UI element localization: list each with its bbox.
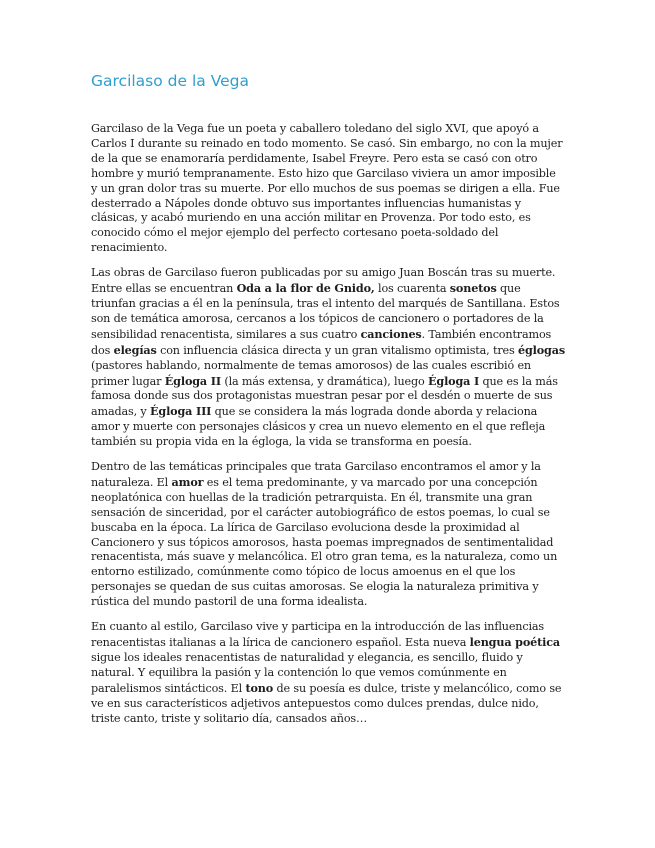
text-run: que triunfan gracias a él en la península, tras el intento del marqués de Santillana. Estos son de temática amorosa, cercanos a los tópicos de cancionero o portadores de la sensibilidad renacentista, similares a sus cuatro xyxy=(91,282,560,341)
bold-term: lengua poética xyxy=(469,635,561,649)
bold-term: Égloga II xyxy=(164,373,221,388)
bold-term: elegías xyxy=(113,342,157,357)
bold-term: églogas xyxy=(518,342,565,357)
paragraph-4 xyxy=(91,620,565,726)
paragraph-3 xyxy=(91,460,565,610)
text-run: los cuarenta xyxy=(374,282,450,296)
document-body xyxy=(91,122,565,726)
text-run: . También encontramos dos xyxy=(91,327,552,357)
bold-term: Oda a la flor de Gnido, xyxy=(236,281,375,296)
bold-term: Égloga I xyxy=(428,373,480,388)
text-run: que es la más famosa donde sus dos protagonistas muestran pesar por el desdén o muerte de sus amadas, y xyxy=(91,374,558,419)
paragraph-1 xyxy=(91,122,565,256)
document-title: Garcilaso de la Vega xyxy=(91,72,249,90)
text-run: sigue los ideales renacentistas de naturalidad y elegancia, es sencillo, fluido y natural. Y equilibra la pasión y la contención lo que vemos comúnmente en paralelismos sintácticos. El xyxy=(91,650,523,695)
text-run: (la más extensa, y dramática), luego xyxy=(220,374,429,388)
text-run: que se considera la más lograda donde aborda y relaciona amor y muerte con personajes clásicos y crea un nuevo elemento en el que refleja también su propia vida en la égloga, la vida se transforma en poesía. xyxy=(91,405,546,449)
text-run: con influencia clásica directa y un gran vitalismo optimista, tres xyxy=(156,343,518,357)
paragraph-2 xyxy=(91,266,565,450)
text-run: de su poesía es dulce, triste y melancólico, como se ve en sus característicos adjetivos antepuestos como dulces prendas, dulce nido, triste canto, triste y solitario día, cansados años… xyxy=(91,681,562,725)
bold-term: tono xyxy=(245,680,274,695)
text-run: (pastores hablando, normalmente de temas amorosos) de las cuales escribió en primer lugar xyxy=(91,358,531,388)
text-run: Garcilaso de la Vega fue un poeta y caballero toledano del siglo XVI, que apoyó a Carlos I durante su reinado en todo momento. Se casó. Sin embargo, no con la mujer de la que se enamoraría perdidamente, Isabel Freyre. Pero esta se casó con otro hombre y murió tempranamente. Esto hizo que Garcilaso viviera un amor imposible y un gran dolor tras su muerte. Por ello muchos de sus poemas se dirigen a ella. Fue desterrado a Nápoles donde obtuvo sus importantes influencias humanistas y clásicas, y acabó muriendo en una acción militar en Provenza. Por todo esto, es conocido cómo el mejor ejemplo del perfecto cortesano poeta-soldado del renacimiento. xyxy=(91,122,563,255)
text-run: Las obras de Garcilaso fueron publicadas por su amigo Juan Boscán tras su muerte. Entre ellas se encuentran xyxy=(91,266,556,296)
bold-term: amor xyxy=(171,474,204,489)
bold-term: Égloga III xyxy=(150,404,212,419)
text-run: es el tema predominante, y va marcado por una concepción neoplatónica con huellas de la tradición petrarquista. En él, transmite una gran sensación de sinceridad, por el carácter autobiográfico de estos poemas, lo cual se buscaba en la época. La lírica de Garcilaso evoluciona desde la proximidad al Cancionero y sus tópicos amorosos, hasta poemas impregnados de sentimentalidad renacentista, más suave y melancólica. El otro gran tema, es la naturaleza, como un entorno estilizado, comúnmente como tópico de locus amoenus en el que los personajes se quedan de sus cuitas amorosas. Se elogia la naturaleza primitiva y rústica del mundo pastoril de una forma idealista. xyxy=(91,475,558,609)
document-page xyxy=(91,72,565,736)
bold-term: sonetos xyxy=(449,281,497,296)
text-run: Dentro de las temáticas principales que trata Garcilaso encontramos el amor y la naturaleza. El xyxy=(91,460,541,489)
bold-term: canciones xyxy=(360,326,422,341)
text-run: En cuanto al estilo, Garcilaso vive y participa en la introducción de las influencias renacentistas italianas a la lírica de cancionero español. Esta nueva xyxy=(91,620,545,649)
